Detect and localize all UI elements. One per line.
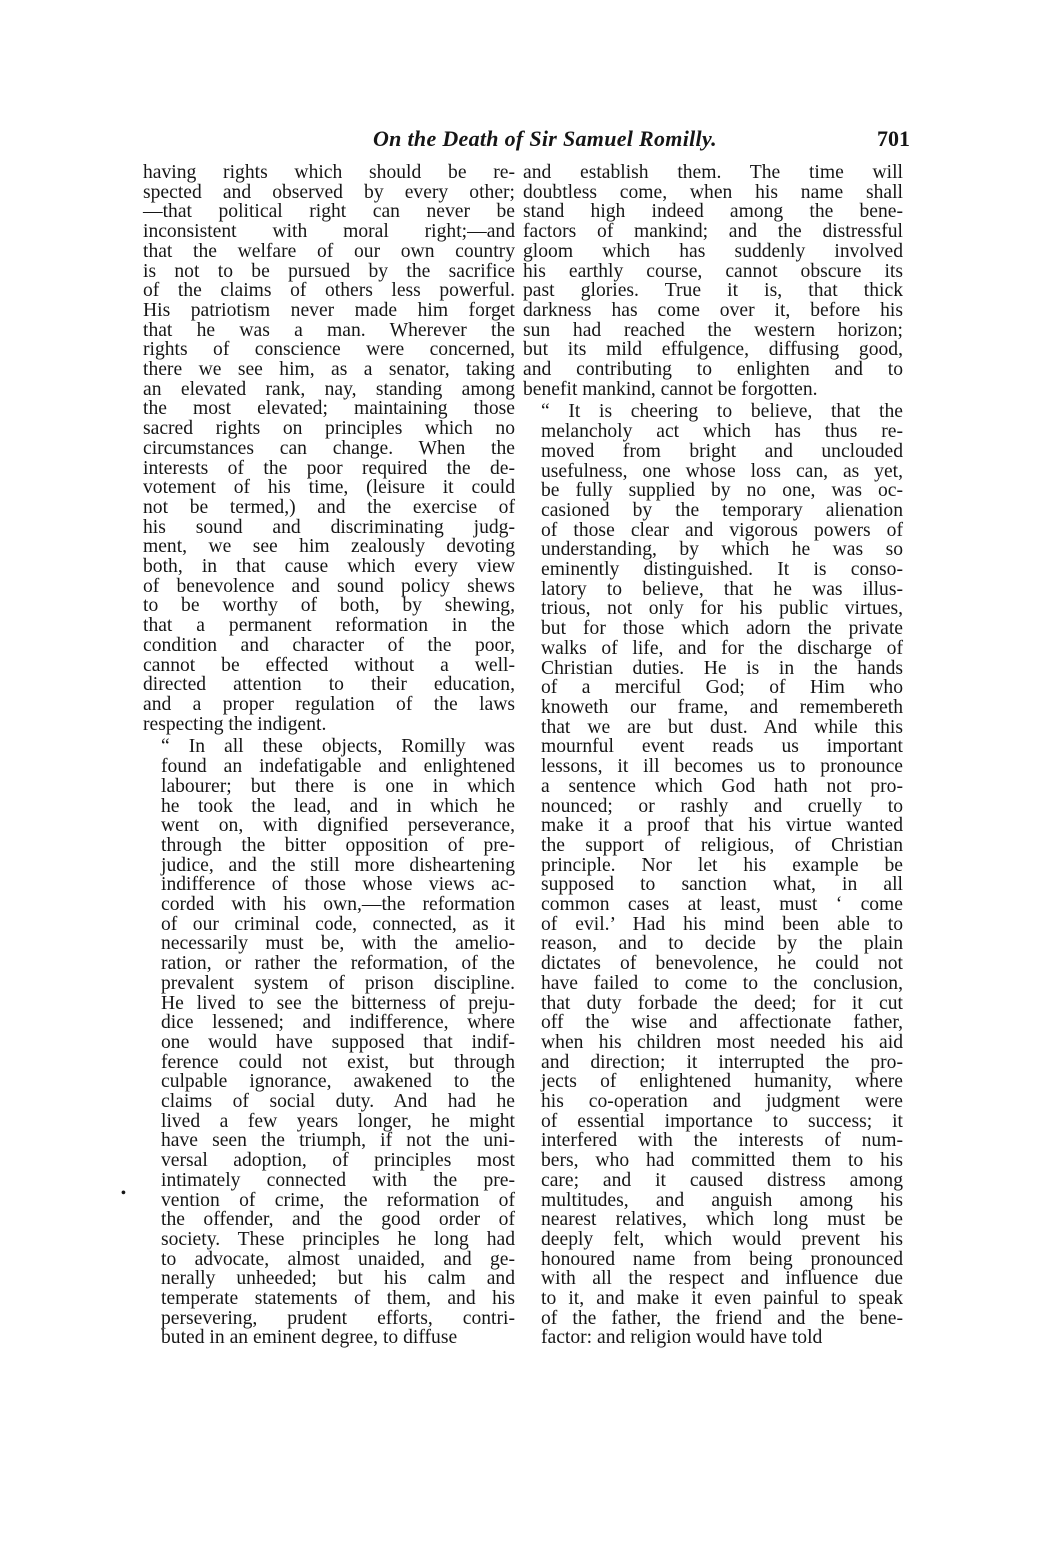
text-line: society. These principles he long had (161, 1228, 515, 1250)
paragraph (143, 163, 515, 734)
text-line: have seen the triumph, if not the uni- (161, 1130, 515, 1152)
text-line: moved from bright and unclouded (541, 440, 903, 462)
right-column (523, 163, 903, 1348)
text-line: of the father, the friend and the bene- (541, 1307, 903, 1329)
text-line: his co-operation and judgment were (541, 1091, 903, 1113)
text-line: darkness has come over it, before his (523, 299, 903, 321)
text-line: corded with his own,—the reformation (161, 894, 515, 916)
text-line: there we see him, as a senator, taking (143, 359, 515, 381)
text-line: that he was a man. Wherever the (143, 319, 515, 341)
text-line: interests of the poor required the de- (143, 457, 515, 479)
text-line: care; and it caused distress among (541, 1169, 903, 1191)
text-line: cannot be effected without a well- (143, 654, 515, 676)
text-line: usefulness, one whose loss can, as yet, (541, 460, 903, 482)
text-line: stand high indeed among the bene- (523, 201, 903, 223)
text-line: ment, we see him zealously devoting (143, 536, 515, 558)
text-line: culpable ignorance, awakened to the (161, 1071, 515, 1093)
text-line: He lived to see the bitterness of preju- (161, 992, 515, 1014)
text-line: past glories. True it is, that thick (523, 280, 903, 302)
text-line: respecting the indigent. (143, 713, 327, 735)
text-line: indifference of those whose views ac- (161, 874, 515, 896)
text-line: claims of social duty. And had he (161, 1091, 515, 1113)
text-line: found an indefatigable and enlightened (161, 756, 515, 778)
text-line: his earthly course, cannot obscure its (523, 260, 903, 282)
text-line: rights of conscience were concerned, (143, 339, 515, 361)
text-line: that duty forbade the deed; for it cut (541, 992, 903, 1014)
text-line: mournful event reads us important (541, 736, 903, 758)
text-line: sun had reached the western horizon; (523, 319, 903, 341)
running-head (140, 126, 910, 162)
left-column (143, 163, 515, 1348)
text-line: dictates of benevolence, he could not (541, 953, 903, 975)
text-line: “ It is cheering to believe, that the (541, 401, 903, 423)
text-line: to be worthy of both, by shewing, (143, 595, 515, 617)
text-line: his sound and discriminating judg- (143, 516, 515, 538)
text-line: buted in an eminent degree, to diffuse (161, 1327, 458, 1349)
text-line: a sentence which God hath not pro- (541, 775, 903, 797)
text-line: principle. Nor let his example be (541, 854, 903, 876)
text-line: to advocate, almost unaided, and ge- (161, 1248, 515, 1270)
text-line: of a merciful God; of Him who (541, 677, 903, 699)
text-line: that a permanent reformation in the (143, 615, 515, 637)
text-line: factors of mankind; and the distressful (523, 221, 903, 243)
text-line: “ In all these objects, Romilly was (161, 736, 515, 758)
text-line: ration, or rather the reformation, of the (161, 953, 515, 975)
text-line: ference could not exist, but through (161, 1051, 515, 1073)
text-line: jects of enlightened humanity, where (541, 1071, 903, 1093)
text-line: when his children most needed his aid (541, 1031, 903, 1053)
text-line: he took the lead, and in which he (161, 795, 515, 817)
text-line: went on, with dignified perseverance, (161, 815, 515, 837)
text-line: but its mild effulgence, diffusing good, (523, 339, 903, 361)
text-line: the support of religious, of Christian (541, 834, 903, 856)
text-line: is not to be pursued by the sacrifice (143, 260, 515, 282)
text-line: through the bitter opposition of pre- (161, 834, 515, 856)
text-line: walks of life, and for the discharge of (541, 637, 903, 659)
text-line: deeply felt, which would prevent his (541, 1228, 903, 1250)
text-line: labourer; but there is one in which (161, 775, 515, 797)
text-line: factor: and religion would have told (541, 1327, 823, 1349)
running-title: On the Death of Sir Samuel Romilly. (372, 126, 717, 151)
text-line: latory to believe, that he was illus- (541, 578, 903, 600)
text-line: to it, and make it even painful to speak (541, 1288, 903, 1310)
text-line: votement of his time, (leisure it could (143, 477, 515, 499)
text-line: honoured name from being pronounced (541, 1248, 903, 1270)
text-line: nounced; or rashly and cruelly to (541, 795, 903, 817)
text-line: having rights which should be re- (143, 162, 515, 183)
text-line: and a proper regulation of the laws (143, 693, 515, 715)
text-line: nearest relatives, which long must be (541, 1209, 903, 1231)
text-line: of benevolence and sound policy shews (143, 575, 515, 597)
text-line: interfered with the interests of num- (541, 1130, 903, 1152)
text-line: an elevated rank, nay, standing among (143, 378, 515, 400)
text-line: vention of crime, the reformation of (161, 1189, 515, 1211)
text-line: supposed to sanction what, in all (541, 874, 903, 896)
text-line: of the claims of others less powerful. (143, 280, 515, 302)
paragraph (143, 737, 515, 1348)
text-line: one would have supposed that indif- (161, 1031, 515, 1053)
text-line: of those clear and vigorous powers of (541, 519, 903, 541)
text-line: directed attention to their education, (143, 674, 515, 696)
text-line: the offender, and the good order of (161, 1209, 515, 1231)
text-line: judice, and the still more disheartening (161, 854, 515, 876)
text-line: of our criminal code, connected, as it (161, 913, 515, 935)
text-line: but for those which adorn the private (541, 618, 903, 640)
text-line: —that political right can never be (143, 201, 515, 223)
page-number: 701 (877, 126, 910, 151)
text-line: persevering, prudent efforts, contri- (161, 1307, 515, 1329)
text-line: bers, who had committed them to his (541, 1150, 903, 1172)
text-line: spected and observed by every other; (143, 181, 515, 203)
text-line: and establish them. The time will (523, 162, 903, 183)
text-line: His patriotism never made him forget (143, 299, 515, 321)
text-line: casioned by the temporary alienation (541, 499, 903, 521)
text-line: with all the respect and influence due (541, 1268, 903, 1290)
paragraph (523, 402, 903, 1348)
text-line: that the welfare of our own country (143, 240, 515, 262)
text-line: prevalent system of prison discipline. (161, 972, 515, 994)
text-line: both, in that cause which every view (143, 556, 515, 578)
text-line: off the wise and affectionate father, (541, 1012, 903, 1034)
text-line: lived a few years longer, he might (161, 1110, 515, 1132)
margin-mark: • (121, 1186, 126, 1201)
text-line: and direction; it interrupted the pro- (541, 1051, 903, 1073)
text-line: have failed to come to the conclusion, (541, 972, 903, 994)
paragraph (523, 163, 903, 399)
text-line: circumstances can change. When the (143, 437, 515, 459)
text-line: inconsistent with moral right;—and (143, 221, 515, 243)
text-line: lessons, it ill becomes us to pronounce (541, 756, 903, 778)
text-line: common cases at least, must ‘ come (541, 894, 903, 916)
text-line: condition and character of the poor, (143, 634, 515, 656)
text-line: and contributing to enlighten and to (523, 359, 903, 381)
text-line: be fully supplied by no one, was oc- (541, 480, 903, 502)
text-line: temperate statements of them, and his (161, 1288, 515, 1310)
text-line: gloom which has suddenly involved (523, 240, 903, 262)
text-line: multitudes, and anguish among his (541, 1189, 903, 1211)
text-line: not be termed,) and the exercise of (143, 496, 515, 518)
text-line: benefit mankind, cannot be forgotten. (523, 378, 818, 400)
text-line: of evil.’ Had his mind been able to (541, 913, 903, 935)
text-line: of essential importance to success; it (541, 1110, 903, 1132)
text-line: intimately connected with the pre- (161, 1169, 515, 1191)
text-line: necessarily must be, with the amelio- (161, 933, 515, 955)
text-line: trious, not only for his public virtues, (541, 598, 903, 620)
text-line: eminently distinguished. It is conso- (541, 559, 903, 581)
text-line: Christian duties. He is in the hands (541, 657, 903, 679)
text-line: reason, and to decide by the plain (541, 933, 903, 955)
text-line: understanding, by which he was so (541, 539, 903, 561)
text-line: knoweth our frame, and remembereth (541, 696, 903, 718)
text-line: the most elevated; maintaining those (143, 398, 515, 420)
text-line: that we are but dust. And while this (541, 716, 903, 738)
text-line: nerally unheeded; but his calm and (161, 1268, 515, 1290)
text-line: versal adoption, of principles most (161, 1150, 515, 1172)
text-line: melancholy act which has thus re- (541, 421, 903, 443)
text-line: dice lessened; and indifference, where (161, 1012, 515, 1034)
text-line: doubtless come, when his name shall (523, 181, 903, 203)
text-line: sacred rights on principles which no (143, 418, 515, 440)
text-line: make it a proof that his virtue wanted (541, 815, 903, 837)
